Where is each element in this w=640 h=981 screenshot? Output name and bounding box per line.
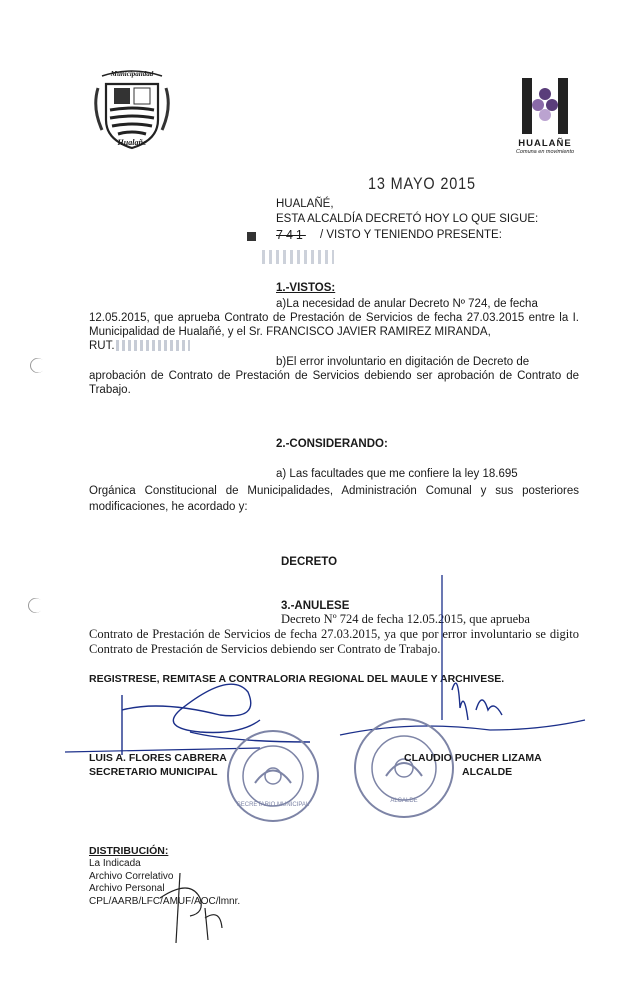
anulese-first: Decreto Nº 724 de fecha 12.05.2015, que aprueba	[281, 612, 530, 626]
decree-intro: ESTA ALCALDÍA DECRETÓ HOY LO QUE SIGUE:	[276, 213, 539, 225]
secretary-seal-stamp	[225, 728, 321, 824]
hualane-logo	[516, 76, 574, 138]
anulese-rest: Contrato de Prestación de Servicios de fecha 27.03.2015, ya que por error involuntario se digito Contrato de Prestación de Servicios debiendo ser Contrato de Trabajo.	[89, 627, 579, 656]
secretary-role: SECRETARIO MUNICIPAL	[89, 766, 218, 778]
distribution-item: CPL/AARB/LFC/AMUF/AOC/lmnr.	[89, 895, 241, 907]
vistos-a-first: a)La necesidad de anular Decreto Nº 724, de fecha	[276, 298, 538, 310]
hualane-logo-slogan: Comuna en movimiento	[515, 149, 575, 155]
vistos-b-first: b)El error involuntario en digitación de Decreto de	[276, 356, 530, 368]
mayor-seal-stamp	[352, 716, 456, 820]
redacted-number	[262, 250, 334, 264]
distribution-item: Archivo Personal	[89, 883, 165, 894]
crest-top-label: Municipalidad	[110, 70, 154, 78]
mayor-name: CLAUDIO PUCHER LIZAMA	[404, 752, 542, 764]
redacted-rut	[116, 340, 190, 351]
distribution-item: Archivo Correlativo	[89, 870, 174, 882]
punch-hole-mark	[27, 355, 48, 376]
mayor-seal-text: ALCALDE	[390, 798, 418, 804]
vistos-a-rest: 12.05.2015, que aprueba Contrato de Prestación de Servicios de fecha 27.03.2015 entre la I. Municipalidad de Hualañé, y el Sr. FRANCISCO JAVIER RAMIREZ MIRANDA,	[89, 312, 579, 338]
mayor-role: ALCALDE	[462, 766, 513, 778]
hualane-logo-name: HUALAÑE	[518, 138, 572, 149]
secretary-name: LUIS A. FLORES CABRERA	[89, 752, 227, 764]
distribution-title: DISTRIBUCIÓN:	[89, 845, 169, 857]
anulese-title: 3.-ANULESE	[281, 600, 350, 612]
place-line: HUALAÑÉ,	[276, 198, 334, 210]
vistos-b-rest: aprobación de Contrato de Prestación de Servicios debiendo ser aprobación de Contrato de Trabajo.	[89, 370, 579, 396]
crest-bottom-label: Hualañe	[117, 138, 147, 147]
punch-hole-mark	[25, 595, 46, 616]
date-stamp: 13 MAYO 2015	[368, 174, 476, 193]
decree-number: 741	[276, 228, 306, 242]
secretary-seal-text: SECRETARIO MUNICIPAL	[236, 802, 310, 808]
vistos-title: 1.-VISTOS:	[276, 282, 336, 294]
considerando-a-rest: Orgánica Constitucional de Municipalidades, Administración Comunal y sus posteriores modificaciones, he acordado y:	[89, 485, 579, 513]
stamp-mark	[247, 232, 256, 241]
decreto-title: DECRETO	[281, 556, 338, 568]
considerando-title: 2.-CONSIDERANDO:	[276, 438, 388, 450]
distribution-item: La Indicada	[89, 858, 141, 869]
initials-handwriting	[150, 868, 250, 948]
considerando-a-first: a) Las facultades que me confiere la ley 18.695	[276, 468, 518, 480]
rut-label: RUT.	[89, 340, 115, 352]
registrese-line: REGISTRESE, REMITASE A CONTRALORIA REGIONAL DEL MAULE Y ARCHIVESE.	[89, 673, 505, 685]
visto-line: / VISTO Y TENIENDO PRESENTE:	[320, 229, 502, 241]
